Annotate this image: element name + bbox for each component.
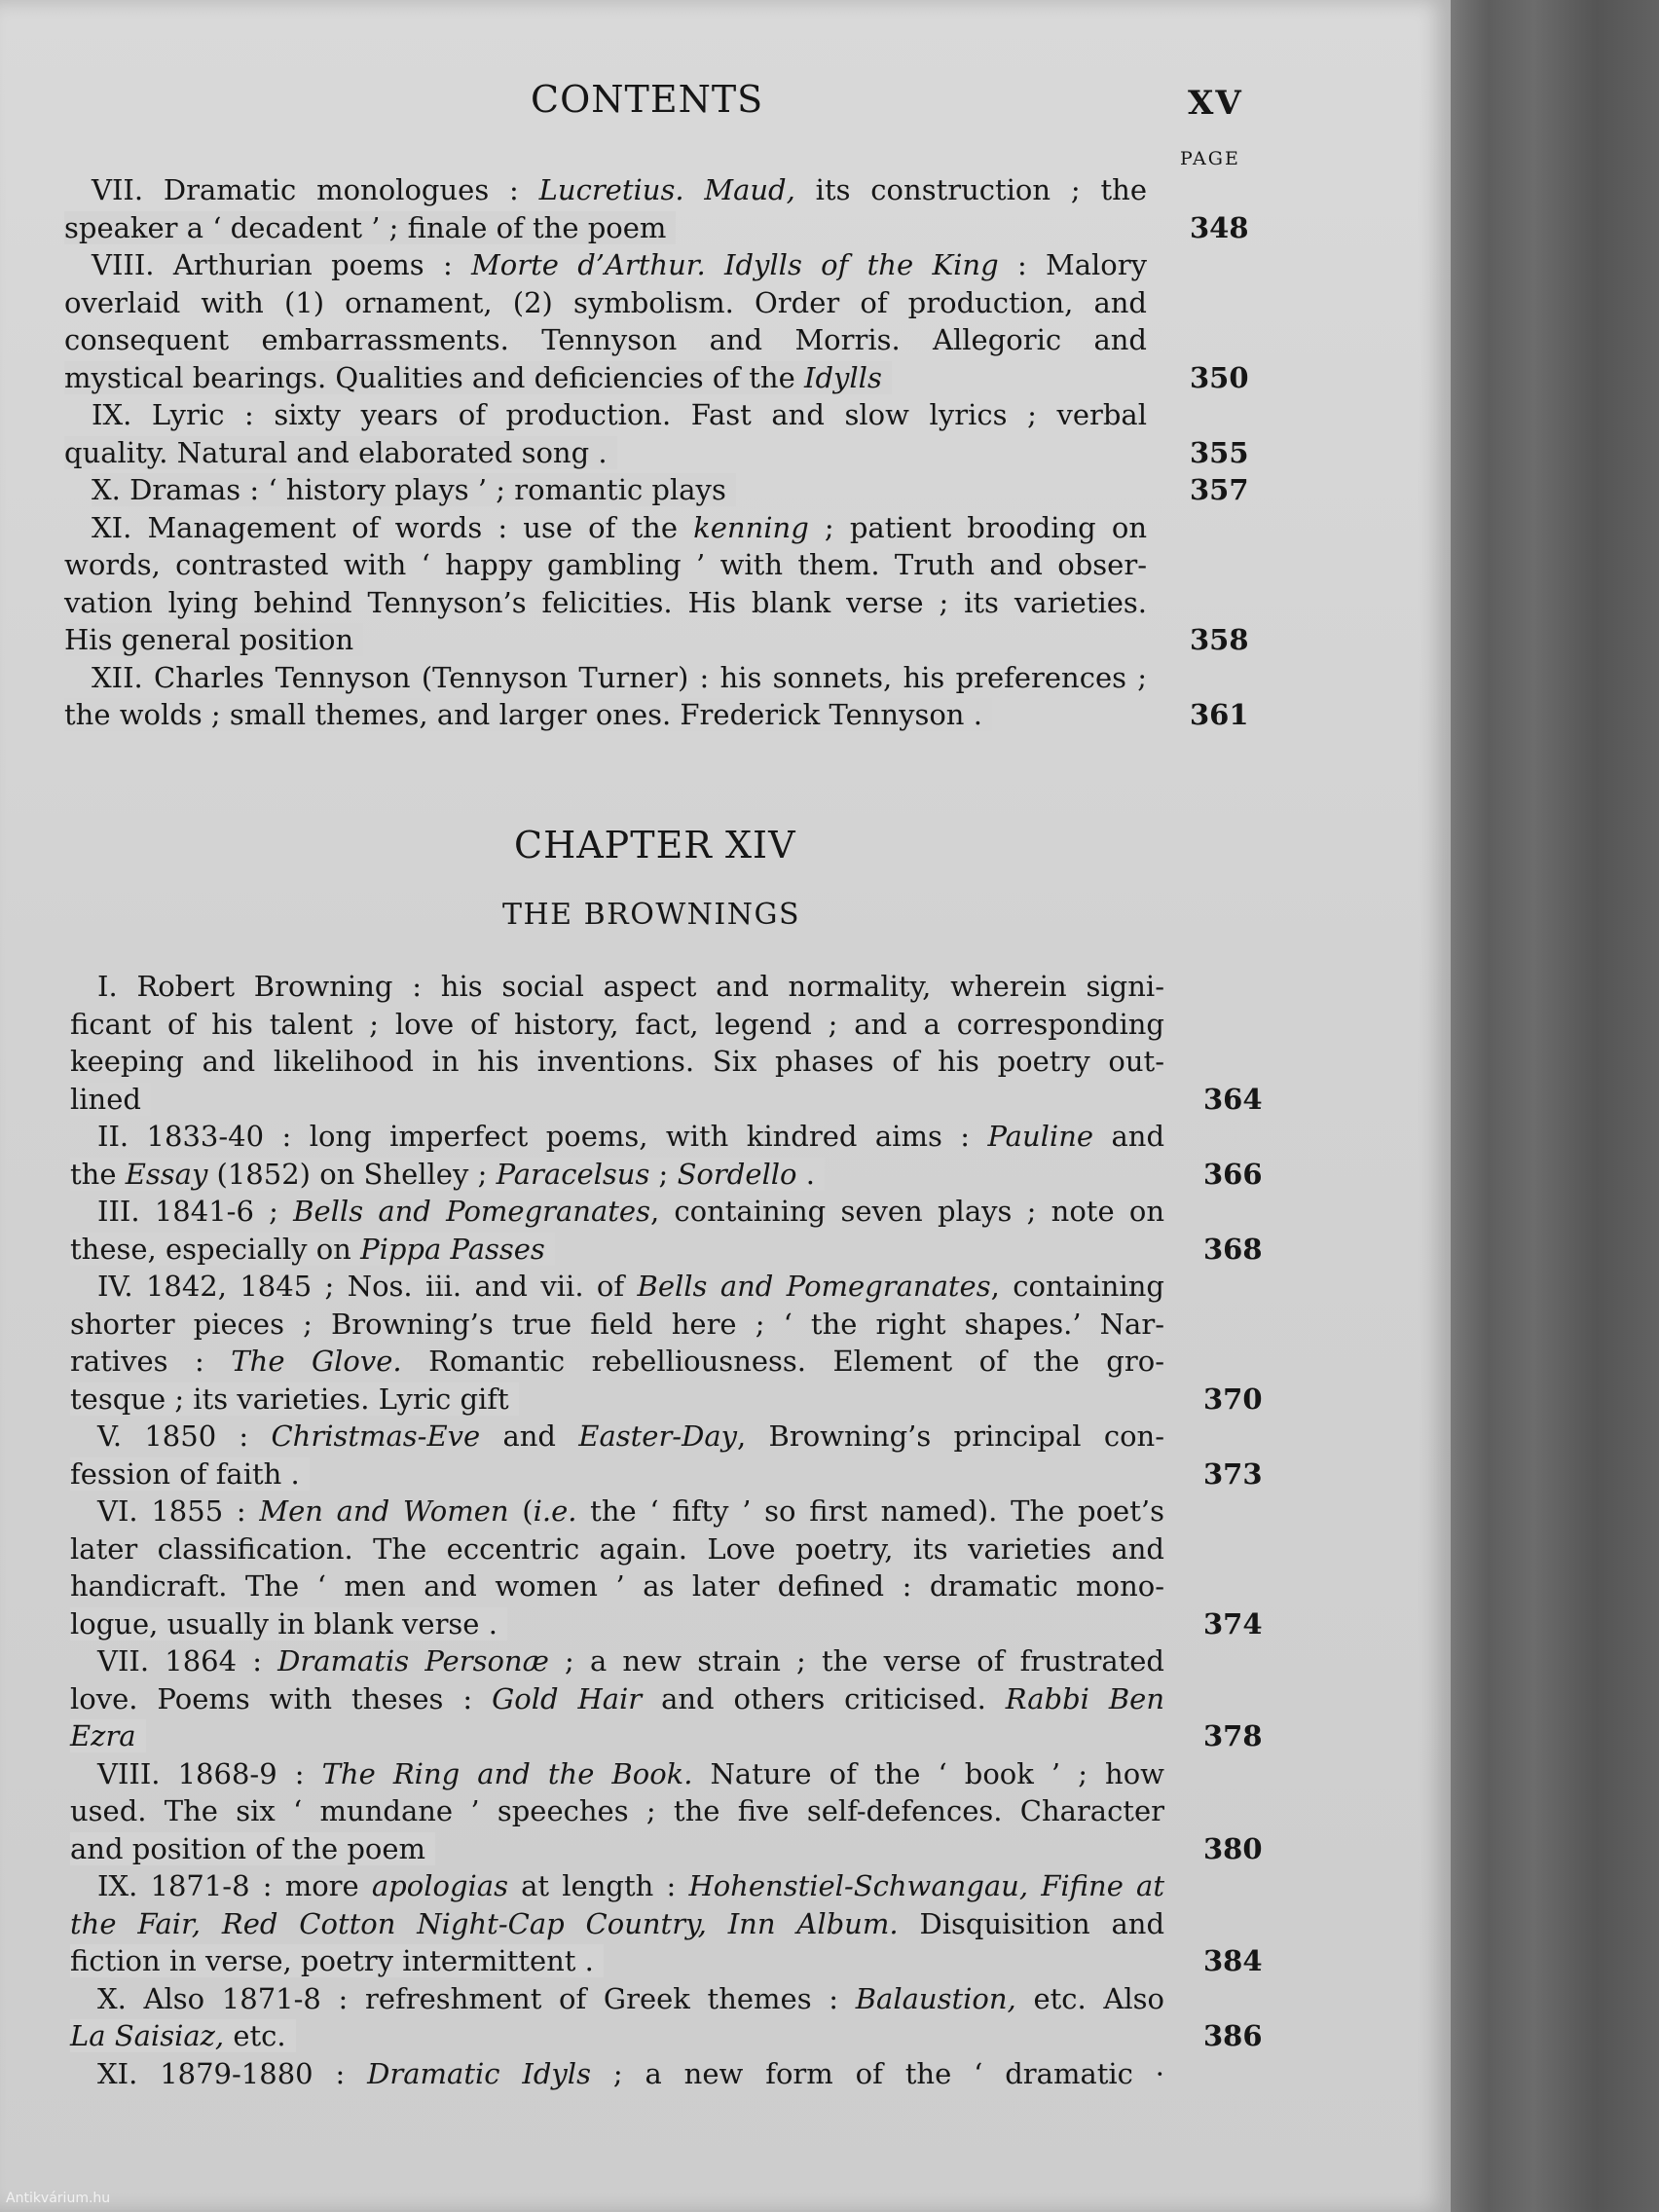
toc-entry-line: XII. Charles Tennyson (Tennyson Turner) : his sonnets, his preferences ;: [92, 660, 1147, 694]
toc-entry-line: VII. 1864 : Dramatis Personæ ; a new strain ; the verse of frustrated: [97, 1644, 1164, 1677]
toc-page-number: 358: [1190, 623, 1249, 656]
toc-entry-line: logue, usually in blank verse .: [70, 1605, 1164, 1643]
toc-entry-line: tesque ; its varieties. Lyric gift: [70, 1381, 1164, 1419]
page-folio: XV: [1188, 84, 1243, 123]
toc-entry: [64, 246, 1249, 396]
toc-entry-line: ficant of his talent ; love of history, fact, legend ; and a corresponding: [70, 1007, 1164, 1041]
toc-page-number: 386: [1203, 2019, 1263, 2052]
toc-entry: [64, 171, 1249, 246]
toc-entry-line: lined: [70, 1081, 1164, 1119]
toc-entry-line: these, especially on Pippa Passes: [70, 1231, 1164, 1269]
chapter-title: THE BROWNINGS: [502, 898, 801, 932]
toc-entry: [64, 659, 1249, 734]
toc-entry-line: Ezra: [70, 1717, 1164, 1755]
toc-entry-line: IX. 1871-8 : more apologias at length : Hohenstiel-Schwangau, Fifine at: [97, 1869, 1164, 1902]
toc-entry-line: speaker a ‘ decadent ’ ; finale of the poem: [64, 209, 1147, 247]
toc-entry-line: fiction in verse, poetry intermittent .: [70, 1942, 1164, 1980]
toc-entry-line: keeping and likelihood in his inventions. Six phases of his poetry out-: [70, 1045, 1164, 1078]
toc-entry-line: used. The six ‘ mundane ’ speeches ; the five self-defences. Character: [70, 1794, 1164, 1827]
toc-entry-line: VIII. 1868-9 : The Ring and the Book. Nature of the ‘ book ’ ; how: [97, 1756, 1164, 1790]
toc-page-number: 370: [1203, 1382, 1263, 1416]
book-spine-shadow: [1451, 0, 1659, 2212]
toc-entry-line: V. 1850 : Christmas-Eve and Easter-Day, Browning’s principal con-: [97, 1419, 1165, 1453]
toc-entry-line: mystical bearings. Qualities and deficiencies of the Idylls: [64, 359, 1147, 397]
page-column-label: PAGE: [1180, 148, 1240, 169]
toc-page-number: 348: [1190, 210, 1249, 244]
contents-lower-block: [70, 968, 1263, 2092]
toc-entry-line: VII. Dramatic monologues : Lucretius. Maud, its construction ; the: [92, 173, 1147, 206]
toc-page-number: 380: [1203, 1831, 1263, 1865]
toc-entry-line: vation lying behind Tennyson’s felicities. His blank verse ; its varieties.: [64, 585, 1147, 619]
toc-entry-line: VIII. Arthurian poems : Morte d’Arthur. Idylls of the King : Malory: [92, 248, 1147, 281]
toc-entry: [70, 1418, 1263, 1493]
toc-page-number: 378: [1203, 1719, 1263, 1752]
toc-entry: [70, 1755, 1263, 1868]
toc-entry: [64, 396, 1249, 471]
toc-entry: [70, 1268, 1263, 1418]
toc-entry-line: ratives : The Glove. Romantic rebelliousness. Element of the gro-: [70, 1345, 1164, 1378]
toc-entry-line: La Saisiaz, etc.: [70, 2017, 1164, 2055]
contents-upper-block: [64, 171, 1249, 734]
toc-entry-line: the Fair, Red Cotton Night-Cap Country, Inn Album. Disquisition and: [70, 1906, 1165, 1940]
toc-entry-line: words, contrasted with ‘ happy gambling ’ with them. Truth and obser-: [64, 548, 1147, 581]
toc-entry-line: XI. 1879-1880 : Dramatic Idyls ; a new form of the ‘ dramatic ·: [97, 2056, 1165, 2090]
toc-entry-line: II. 1833-40 : long imperfect poems, with kindred aims : Pauline and: [97, 1120, 1165, 1153]
toc-entry-line: overlaid with (1) ornament, (2) symbolism. Order of production, and: [64, 285, 1147, 319]
watermark: Antikvárium.hu: [6, 2191, 111, 2206]
toc-entry-line: the wolds ; small themes, and larger ones. Frederick Tennyson .: [64, 696, 1147, 734]
toc-page-number: 355: [1190, 435, 1249, 469]
toc-page-number: 364: [1203, 1082, 1263, 1116]
chapter-number: CHAPTER XIV: [514, 824, 796, 866]
toc-entry-line: love. Poems with theses : Gold Hair and others criticised. Rabbi Ben: [70, 1681, 1164, 1715]
toc-entry: [70, 1193, 1263, 1268]
toc-entry: [70, 1980, 1263, 2055]
toc-entry: [70, 1867, 1263, 1980]
toc-entry-line: I. Robert Browning : his social aspect and normality, wherein signi-: [97, 970, 1164, 1003]
toc-page-number: 384: [1203, 1944, 1263, 1977]
toc-entry: [70, 1642, 1263, 1755]
toc-entry-line: His general position: [64, 621, 1147, 659]
toc-entry-line: later classification. The eccentric again. Love poetry, its varieties and: [70, 1531, 1164, 1566]
toc-entry-line: fession of faith .: [70, 1456, 1164, 1493]
toc-entry: [70, 1493, 1263, 1642]
toc-entry-line: IV. 1842, 1845 ; Nos. iii. and vii. of Bells and Pomegranates, containing: [97, 1270, 1164, 1303]
toc-entry: [64, 509, 1249, 659]
toc-entry-line: VI. 1855 : Men and Women (i.e. the ‘ fifty ’ so first named). The poet’s: [97, 1494, 1164, 1528]
toc-page-number: 357: [1190, 473, 1249, 506]
toc-page-number: 373: [1203, 1456, 1263, 1491]
toc-entry: [70, 968, 1263, 1118]
toc-page-number: 366: [1203, 1157, 1263, 1191]
toc-entry-line: quality. Natural and elaborated song .: [64, 434, 1147, 472]
running-head: CONTENTS: [531, 78, 764, 121]
toc-page-number: 350: [1190, 360, 1249, 394]
toc-entry-line: IX. Lyric : sixty years of production. Fast and slow lyrics ; verbal: [92, 398, 1147, 431]
toc-entry-line: X. Dramas : ‘ history plays ’ ; romantic plays: [64, 471, 1147, 509]
toc-entry-line: handicraft. The ‘ men and women ’ as later defined : dramatic mono-: [70, 1569, 1164, 1603]
toc-entry: [70, 2055, 1164, 2093]
toc-entry-line: III. 1841-6 ; Bells and Pomegranates, containing seven plays ; note on: [97, 1195, 1164, 1228]
toc-entry-line: consequent embarrassments. Tennyson and Morris. Allegoric and: [64, 323, 1147, 356]
toc-entry: [70, 1118, 1263, 1193]
toc-entry-line: XI. Management of words : use of the kenning ; patient brooding on: [92, 510, 1147, 544]
toc-entry-line: and position of the poem: [70, 1830, 1164, 1868]
toc-page-number: 361: [1190, 698, 1249, 731]
toc-entry-line: X. Also 1871-8 : refreshment of Greek themes : Balaustion, etc. Also: [97, 1981, 1164, 2015]
toc-entry-line: the Essay (1852) on Shelley ; Paracelsus ; Sordello .: [70, 1156, 1164, 1194]
toc-entry-line: shorter pieces ; Browning’s true field here ; ‘ the right shapes.’ Nar-: [70, 1307, 1164, 1341]
toc-entry: [64, 471, 1249, 509]
toc-page-number: 368: [1203, 1232, 1263, 1266]
toc-page-number: 374: [1203, 1606, 1263, 1641]
